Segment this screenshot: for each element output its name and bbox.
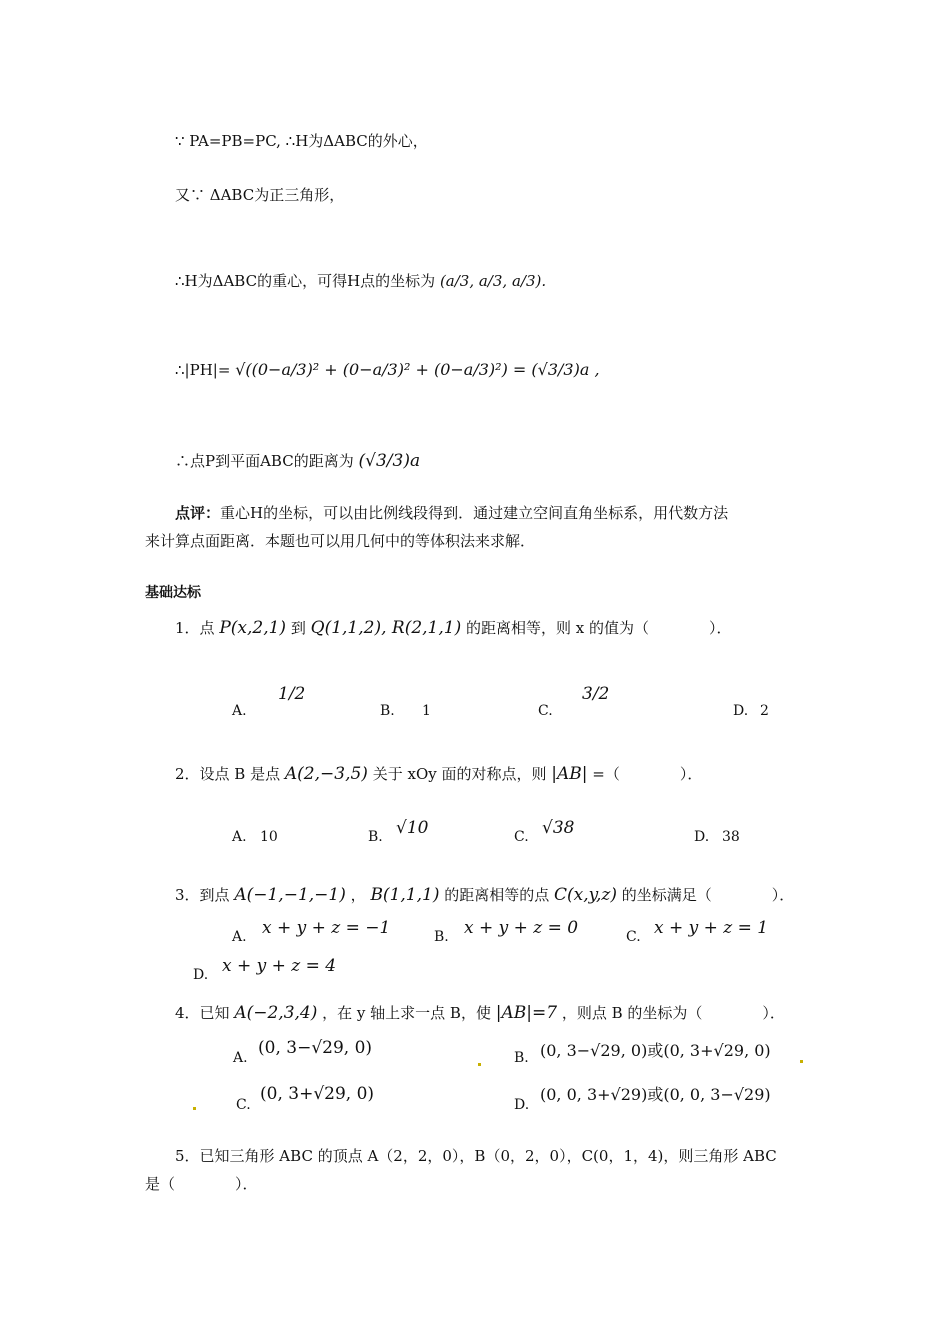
question-4-stem (175, 1002, 785, 1023)
q2-ab-abs: |AB| (551, 764, 588, 784)
ph-label: ∴|PH|= (175, 361, 231, 379)
q4-option-a-label: A. (233, 1050, 248, 1066)
comment-text-1: 重心H的坐标，可以由比例线段得到．通过建立空间直角坐标系，用代数方法 (220, 504, 729, 522)
question-5-stem-line-1: 5．已知三角形 ABC 的顶点 A（2，2，0），B（0，2，0），C(0，1，4)，则三角形 ABC (175, 1147, 777, 1165)
q1-point-p: P(x,2,1) (219, 618, 287, 638)
q1-points-qr: Q(1,1,2), R(2,1,1) (310, 618, 462, 638)
q1-text-a: 1．点 (175, 619, 215, 637)
artifact-dot (193, 1107, 196, 1110)
q3-text-a: 3．到点 (175, 886, 230, 904)
q1-option-c-value: 3/2 (582, 684, 610, 704)
q2-option-b-value: √10 (396, 818, 429, 838)
q1-text-b: 到 (290, 619, 306, 637)
centroid-coordinate: (a/3, a/3, a/3). (439, 272, 547, 290)
q4-option-c-label: C. (236, 1097, 251, 1113)
question-1-stem (175, 617, 732, 638)
q2-option-a-value: 10 (260, 829, 278, 845)
q3-text-c: 的距离相等的点 (444, 886, 550, 904)
q2-text-c: =（ ）． (592, 765, 703, 783)
solution-line-5 (175, 450, 420, 471)
q1-option-c-label: C. (538, 703, 553, 719)
q2-option-d-value: 38 (722, 829, 740, 845)
q3-option-b-label: B. (434, 929, 449, 945)
q3-option-c-label: C. (626, 929, 641, 945)
solution-line-3-text: ∴H为ΔABC的重心，可得H点的坐标为 (175, 272, 436, 290)
q3-option-d-value: x + y + z = 4 (222, 956, 337, 976)
q3-option-a-value: x + y + z = −1 (262, 918, 391, 938)
solution-line-2: 又∵ ΔABC为正三角形， (175, 186, 345, 204)
q1-text-c: 的距离相等，则 x 的值为（ ）． (466, 619, 732, 637)
q4-text-b: ，在 y 轴上求一点 B，使 (322, 1004, 491, 1022)
q2-option-c-value: √38 (542, 818, 575, 838)
q3-point-a: A(−1,−1,−1) (234, 885, 346, 905)
q2-option-b-label: B. (368, 829, 383, 845)
q1-option-a-value: 1/2 (278, 684, 306, 704)
q2-text-a: 2．设点 B 是点 (175, 765, 281, 783)
q2-option-c-label: C. (514, 829, 529, 845)
solution-line-5-text: ∴点P到平面ABC的距离为 (175, 452, 354, 470)
distance-result: (√3/3)a (358, 451, 421, 471)
q4-text-c: ，则点 B 的坐标为（ ）． (561, 1004, 785, 1022)
comment-line-2: 来计算点面距离．本题也可以用几何中的等体积法来求解． (145, 532, 536, 550)
q2-option-d-label: D. (694, 829, 710, 845)
q4-option-b-label: B. (514, 1050, 529, 1066)
q3-option-d-label: D. (193, 967, 209, 983)
question-3-stem (175, 884, 794, 905)
q3-text-d: 的坐标满足（ ）． (621, 886, 795, 904)
q2-text-b: 关于 xOy 面的对称点，则 (372, 765, 547, 783)
comment-label: 点评： (175, 504, 221, 522)
question-2-stem (175, 763, 702, 784)
q1-option-d-value: 2 (760, 703, 769, 719)
q1-option-b-value: 1 (422, 703, 431, 719)
q4-option-b-value: (0, 3−√29, 0)或(0, 3+√29, 0) (540, 1041, 771, 1060)
q4-text-a: 4．已知 (175, 1004, 230, 1022)
q4-option-a-value: (0, 3−√29, 0) (258, 1038, 373, 1058)
distance-expression: √((0−a/3)² + (0−a/3)² + (0−a/3)²) = (√3/3)a , (235, 360, 600, 379)
comment-line-1 (175, 502, 728, 523)
q1-option-d-label: D. (733, 703, 749, 719)
q3-text-b: ， (350, 886, 366, 904)
q4-option-d-label: D. (514, 1097, 530, 1113)
q3-option-a-label: A. (232, 929, 247, 945)
q3-option-c-value: x + y + z = 1 (654, 918, 769, 938)
artifact-dot (478, 1063, 481, 1066)
solution-line-4 (175, 360, 600, 379)
q1-option-a-label: A. (232, 703, 247, 719)
solution-line-3 (175, 270, 546, 291)
q3-point-c: C(x,y,z) (554, 885, 618, 905)
q4-ab-length: |AB|=7 (495, 1003, 558, 1023)
q2-option-a-label: A. (232, 829, 247, 845)
q4-option-d-value: (0, 0, 3+√29)或(0, 0, 3−√29) (540, 1085, 771, 1104)
section-title: 基础达标 (145, 585, 201, 601)
q2-point-a: A(2,−3,5) (284, 764, 368, 784)
q3-option-b-value: x + y + z = 0 (464, 918, 579, 938)
question-5-stem-line-2: 是（ ）． (145, 1175, 258, 1193)
q3-point-b: B(1,1,1) (370, 885, 440, 905)
solution-line-1: ∵ PA=PB=PC, ∴H为ΔABC的外心， (175, 132, 428, 150)
artifact-dot (800, 1060, 803, 1063)
q4-option-c-value: (0, 3+√29, 0) (260, 1084, 375, 1104)
q4-point-a: A(−2,3,4) (234, 1003, 318, 1023)
q1-option-b-label: B. (380, 703, 395, 719)
